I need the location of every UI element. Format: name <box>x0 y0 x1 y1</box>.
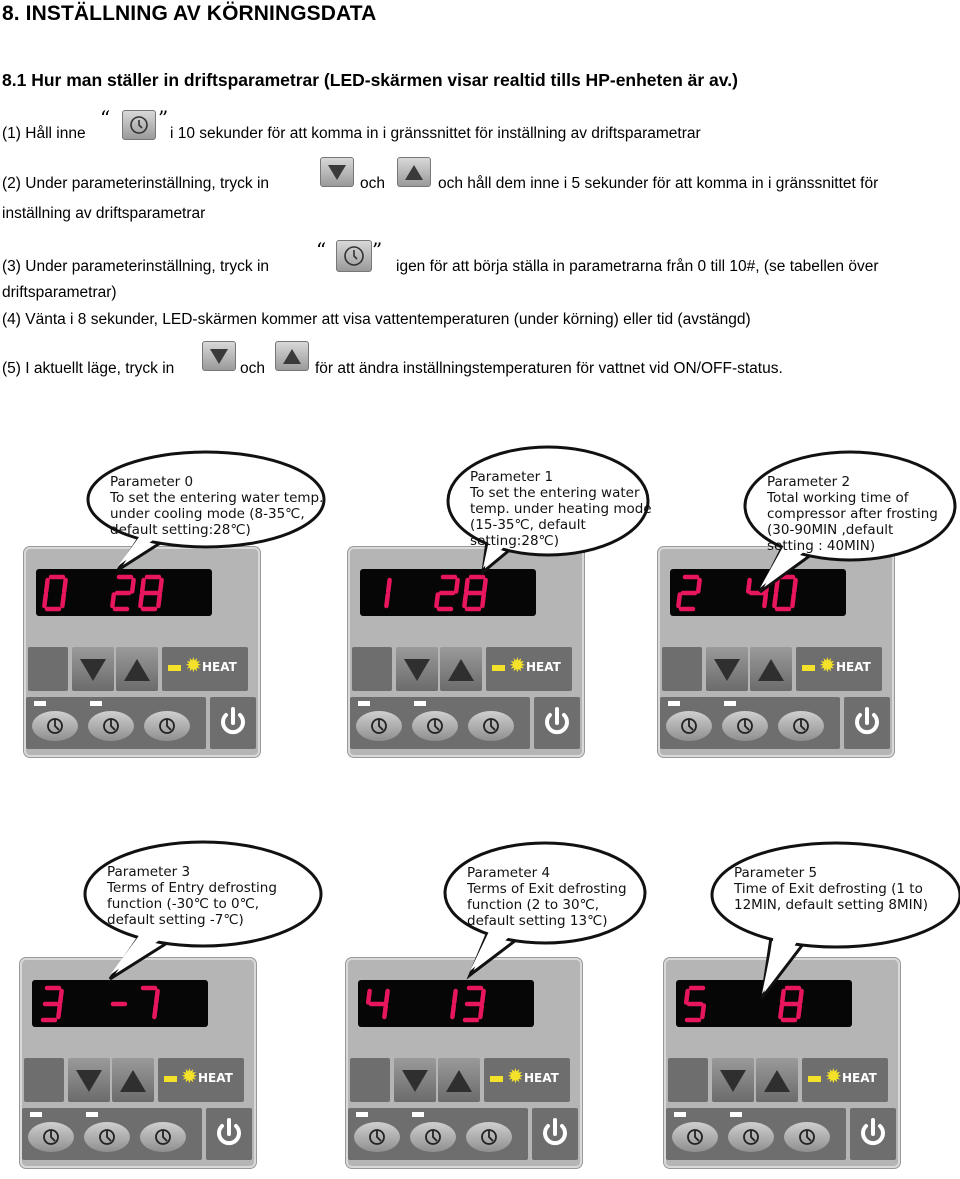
bubble-line: Parameter 1 <box>470 469 554 485</box>
down-button[interactable] <box>396 647 438 691</box>
bubble-line: Parameter 4 <box>467 865 551 881</box>
led-segment <box>764 595 765 607</box>
led-segment <box>482 595 483 607</box>
timer-off-button[interactable] <box>722 711 768 741</box>
led-segment <box>456 580 457 592</box>
led-segment <box>464 595 465 607</box>
led-segment <box>386 991 387 1003</box>
step3-text-b: igen för att börja ställa in parametrarna från 0 till 10#, (se tabellen över <box>396 258 879 275</box>
down-button-icon <box>320 157 354 187</box>
triangle-up-icon <box>112 1058 154 1102</box>
down-button-icon <box>202 341 236 371</box>
indicator-mark <box>86 1112 98 1117</box>
clock-icon <box>686 1128 704 1146</box>
indicator-mark <box>730 1112 742 1117</box>
indicator-mark <box>724 701 736 706</box>
set-button[interactable] <box>784 1122 830 1152</box>
controller-panel <box>24 547 260 757</box>
indicator-mark <box>34 701 46 706</box>
timer-off-button[interactable] <box>84 1122 130 1152</box>
step1-text-a: (1) Håll inne <box>2 125 86 142</box>
led-digits <box>358 980 534 1027</box>
led-segment <box>482 991 483 1003</box>
controller-panel <box>20 958 256 1168</box>
led-segment <box>782 991 783 1003</box>
clock-icon <box>736 717 754 735</box>
power-button[interactable] <box>206 1108 252 1160</box>
mode-button-row <box>348 1108 528 1160</box>
triangle-down-icon <box>68 1058 110 1102</box>
step3-text-a: (3) Under parameterinställning, tryck in <box>2 258 270 275</box>
bubble-line: 12MIN, default setting 8MIN) <box>734 897 928 913</box>
bubble-line: Parameter 2 <box>767 474 851 490</box>
led-segment <box>58 1006 59 1018</box>
blank-key <box>24 1058 64 1102</box>
led-segment <box>160 580 161 592</box>
bubble-text <box>470 469 652 549</box>
indicator-mark <box>90 701 102 706</box>
triangle-up-icon <box>276 342 308 370</box>
heat-indicator <box>796 647 882 691</box>
led-digits <box>670 569 846 616</box>
bubble-line: Total working time of <box>767 490 909 506</box>
parameter-bubble <box>88 452 324 547</box>
heat-label: HEAT <box>202 660 237 674</box>
section-heading: 8. INSTÄLLNING AV KÖRNINGSDATA <box>2 2 377 25</box>
led-display <box>32 980 208 1027</box>
quote-open: “ <box>316 238 327 262</box>
down-button[interactable] <box>68 1058 110 1102</box>
led-segment <box>368 991 369 1003</box>
bubble-line: default setting:28℃) <box>110 522 251 538</box>
power-button[interactable] <box>532 1108 578 1160</box>
step1-text-b: i 10 sekunder för att komma in i gränssnittet för inställning av driftsparametrar <box>170 125 701 142</box>
led-segment <box>748 580 749 592</box>
sun-icon: ✹ <box>825 1066 842 1088</box>
power-icon <box>844 697 890 749</box>
led-segment <box>686 991 687 1003</box>
set-button-icon <box>122 110 156 140</box>
led-segment <box>702 1006 703 1018</box>
indicator-mark <box>358 701 370 706</box>
step2-text-a: (2) Under parameterinställning, tryck in <box>2 175 270 192</box>
led-segment <box>678 595 679 607</box>
led-segment <box>142 580 143 592</box>
heat-indicator <box>158 1058 244 1102</box>
heat-label: HEAT <box>836 660 871 674</box>
set-button[interactable] <box>140 1122 186 1152</box>
controller-panel <box>346 958 582 1168</box>
indicator-light <box>802 665 815 671</box>
bubble-line: Parameter 3 <box>107 864 191 880</box>
led-segment <box>44 595 45 607</box>
triangle-up-icon <box>398 158 430 186</box>
quote-open: “ <box>100 106 111 130</box>
sun-icon: ✹ <box>509 655 526 677</box>
indicator-light <box>808 1076 821 1082</box>
led-segment <box>484 580 485 592</box>
bubble-line: (15-35℃, default <box>470 517 586 533</box>
controller-panel <box>348 547 584 757</box>
led-segment <box>46 580 47 592</box>
bubble-text <box>110 474 323 538</box>
led-display <box>36 569 212 616</box>
step3-text-c: driftsparametrar) <box>2 284 117 301</box>
bubble-line: setting:28℃) <box>470 533 559 549</box>
bubble-line: To set the entering water temp. <box>110 490 324 506</box>
indicator-light <box>164 1076 177 1082</box>
bubble-line: compressor after frosting <box>767 506 938 522</box>
led-segment <box>466 580 467 592</box>
led-segment <box>156 991 157 1003</box>
led-segment <box>480 1006 481 1018</box>
clock-icon <box>482 717 500 735</box>
led-segment <box>112 595 113 607</box>
power-button[interactable] <box>844 697 890 749</box>
up-button[interactable] <box>116 647 158 691</box>
down-button[interactable] <box>72 647 114 691</box>
up-button[interactable] <box>440 647 482 691</box>
indicator-mark <box>668 701 680 706</box>
led-segment <box>800 991 801 1003</box>
clock-icon <box>46 717 64 735</box>
up-button-icon <box>275 341 309 371</box>
led-digits <box>32 980 208 1027</box>
mode-button-row <box>26 697 206 749</box>
led-digits <box>360 569 536 616</box>
timer-off-button[interactable] <box>728 1122 774 1152</box>
clock-icon <box>424 1128 442 1146</box>
bubble-line: (30-90MIN ,default <box>767 522 894 538</box>
mode-button-row <box>22 1108 202 1160</box>
heat-label: HEAT <box>524 1071 559 1085</box>
set-button[interactable] <box>144 711 190 741</box>
heat-indicator <box>484 1058 570 1102</box>
power-icon <box>532 1108 578 1160</box>
bubble-line: temp. under heating mode <box>470 501 652 517</box>
led-segment <box>436 595 437 607</box>
triangle-down-icon <box>394 1058 436 1102</box>
set-button[interactable] <box>778 711 824 741</box>
power-button[interactable] <box>850 1108 896 1160</box>
timer-on-button[interactable] <box>672 1122 718 1152</box>
led-segment <box>798 1006 799 1018</box>
mode-button-row <box>350 697 530 749</box>
parameter-bubble <box>85 842 321 946</box>
led-segment <box>62 595 63 607</box>
led-segment <box>454 991 455 1003</box>
blank-key <box>662 647 702 691</box>
parameter-bubble <box>445 843 645 943</box>
bubble-text <box>107 864 277 928</box>
clock-icon <box>123 111 155 139</box>
clock-icon <box>370 717 388 735</box>
bubble-line: function (-30℃ to 0℃, <box>107 896 260 912</box>
indicator-light <box>168 665 181 671</box>
power-icon <box>534 697 580 749</box>
bubble-line: Parameter 0 <box>110 474 194 490</box>
bubble-line: default setting 13℃) <box>467 913 608 929</box>
clock-icon <box>680 717 698 735</box>
clock-icon <box>102 717 120 735</box>
triangle-down-icon <box>321 158 353 186</box>
bubble-line: Terms of Entry defrosting <box>107 880 277 896</box>
clock-icon <box>42 1128 60 1146</box>
led-segment <box>384 1006 385 1018</box>
led-segment <box>154 1006 155 1018</box>
led-display <box>670 569 846 616</box>
timer-on-button[interactable] <box>666 711 712 741</box>
blank-key <box>350 1058 390 1102</box>
bubble-line: Time of Exit defrosting (1 to <box>734 881 923 897</box>
up-button[interactable] <box>756 1058 798 1102</box>
down-button[interactable] <box>712 1058 754 1102</box>
step5-text-b: och <box>240 360 265 377</box>
sun-icon: ✹ <box>507 1066 524 1088</box>
led-display <box>358 980 534 1027</box>
clock-icon <box>742 1128 760 1146</box>
led-segment <box>64 580 65 592</box>
clock-icon <box>798 1128 816 1146</box>
timer-on-button[interactable] <box>32 711 78 741</box>
set-button[interactable] <box>466 1122 512 1152</box>
bubble-text <box>467 865 627 929</box>
triangle-up-icon <box>440 647 482 691</box>
bubble-text <box>734 865 928 913</box>
up-button[interactable] <box>438 1058 480 1102</box>
power-button[interactable] <box>210 697 256 749</box>
clock-icon <box>154 1128 172 1146</box>
mode-button-row <box>660 697 840 749</box>
step4-text: (4) Vänta i 8 sekunder, LED-skärmen kommer att visa vattentemperaturen (under körning) eller tid (avstängd) <box>2 311 751 328</box>
mode-button-row <box>666 1108 846 1160</box>
led-segment <box>388 580 389 592</box>
led-segment <box>698 580 699 592</box>
triangle-down-icon <box>712 1058 754 1102</box>
bubble-line: setting : 40MIN) <box>767 538 876 554</box>
set-button[interactable] <box>468 711 514 741</box>
sun-icon: ✹ <box>181 1066 198 1088</box>
triangle-up-icon <box>438 1058 480 1102</box>
subsection-heading: 8.1 Hur man ställer in driftsparametrar (LED-skärmen visar realtid tills HP-enheten är av.) <box>2 70 738 90</box>
led-segment <box>792 595 793 607</box>
bubble-line: under cooling mode (8-35℃, <box>110 506 305 522</box>
led-segment <box>158 595 159 607</box>
parameter-bubble <box>448 447 652 555</box>
led-segment <box>386 595 387 607</box>
led-segment <box>132 580 133 592</box>
timer-off-button[interactable] <box>412 711 458 741</box>
clock-icon <box>426 717 444 735</box>
step2-text-d: inställning av driftsparametrar <box>2 205 206 222</box>
up-button[interactable] <box>750 647 792 691</box>
indicator-light <box>490 1076 503 1082</box>
parameter-bubble <box>745 452 955 560</box>
bubble-line: Parameter 5 <box>734 865 818 881</box>
led-segment <box>452 1006 453 1018</box>
power-icon <box>210 697 256 749</box>
sun-icon: ✹ <box>185 655 202 677</box>
up-button-icon <box>397 157 431 187</box>
down-button[interactable] <box>394 1058 436 1102</box>
power-button[interactable] <box>534 697 580 749</box>
up-button[interactable] <box>112 1058 154 1102</box>
step2-text-c: och håll dem inne i 5 sekunder för att komma in i gränssnittet för <box>438 175 879 192</box>
led-digits <box>36 569 212 616</box>
led-segment <box>140 595 141 607</box>
triangle-down-icon <box>203 342 235 370</box>
parameter-bubble <box>712 843 960 947</box>
timer-on-button[interactable] <box>354 1122 400 1152</box>
blank-key <box>668 1058 708 1102</box>
indicator-mark <box>30 1112 42 1117</box>
timer-on-button[interactable] <box>28 1122 74 1152</box>
power-icon <box>850 1108 896 1160</box>
triangle-down-icon <box>72 647 114 691</box>
bubble-text <box>767 474 938 554</box>
indicator-mark <box>356 1112 368 1117</box>
bubble-line: To set the entering water <box>470 485 640 501</box>
heat-indicator <box>802 1058 888 1102</box>
step5-text-a: (5) I aktuellt läge, tryck in <box>2 360 175 377</box>
clock-icon <box>792 717 810 735</box>
blank-key <box>28 647 68 691</box>
timer-off-button[interactable] <box>410 1122 456 1152</box>
clock-icon <box>368 1128 386 1146</box>
bubble-line: default setting -7℃) <box>107 912 244 928</box>
clock-icon <box>337 241 371 271</box>
sun-icon: ✹ <box>819 655 836 677</box>
down-button[interactable] <box>706 647 748 691</box>
led-segment <box>774 595 775 607</box>
triangle-down-icon <box>396 647 438 691</box>
heat-label: HEAT <box>198 1071 233 1085</box>
triangle-up-icon <box>750 647 792 691</box>
controller-panel <box>664 958 900 1168</box>
heat-label: HEAT <box>842 1071 877 1085</box>
triangle-up-icon <box>756 1058 798 1102</box>
triangle-down-icon <box>706 647 748 691</box>
indicator-mark <box>674 1112 686 1117</box>
led-segment <box>60 991 61 1003</box>
blank-key <box>352 647 392 691</box>
bubble-line: Terms of Exit defrosting <box>467 881 627 897</box>
clock-icon <box>158 717 176 735</box>
clock-icon <box>98 1128 116 1146</box>
heat-indicator <box>162 647 248 691</box>
heat-label: HEAT <box>526 660 561 674</box>
bubble-line: function (2 to 30℃, <box>467 897 600 913</box>
timer-on-button[interactable] <box>356 711 402 741</box>
indicator-mark <box>414 701 426 706</box>
quote-close: ” <box>158 106 169 130</box>
power-icon <box>206 1108 252 1160</box>
quote-close: ” <box>372 238 383 262</box>
indicator-light <box>492 665 505 671</box>
clock-icon <box>480 1128 498 1146</box>
triangle-up-icon <box>116 647 158 691</box>
set-button-icon <box>336 240 372 272</box>
step5-text-c: för att ändra inställningstemperaturen för vattnet vid ON/OFF-status. <box>315 360 783 377</box>
timer-off-button[interactable] <box>88 711 134 741</box>
indicator-mark <box>412 1112 424 1117</box>
led-segment <box>794 580 795 592</box>
heat-indicator <box>486 647 572 691</box>
led-segment <box>780 1006 781 1018</box>
led-display <box>360 569 536 616</box>
step2-text-b: och <box>360 175 385 192</box>
